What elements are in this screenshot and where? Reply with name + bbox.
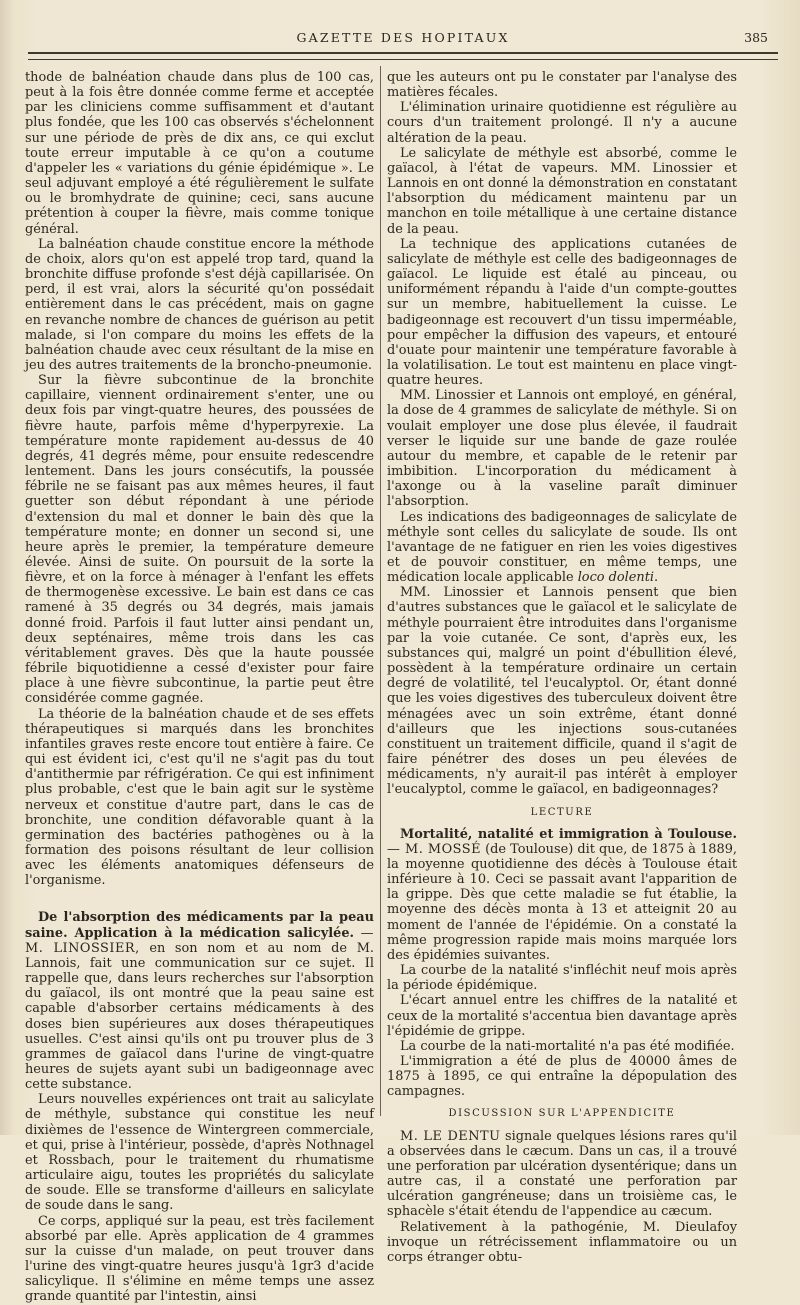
section-gap (25, 888, 374, 910)
section-author: — M. LINOSSIER, (25, 925, 374, 956)
paragraph: Sur la fièvre subcontinue de la bronchite capillaire, viennent ordinairement s'enter, une ou deux fois par vingt-quatre heures, des poussées de fièvre haute, parfois même d'hyperpyrexie. La température monte rapidement au-dessus de 40 degrés, 41 degrés même, pour ensuite redescendre lentement. Dans les jours consécutifs, la poussée fébrile ne se faisant pas aux mêmes heures, il faut guetter son début répondant à une période d'extension du mal et donner le bain dès que la température monte; en donner un second si, une heure après le premier, la température demeure élevée. Ainsi de suite. On poursuit de la sorte la fièvre, et on la force à ménager à l'enfant les effets de thermogenèse excessive. Le bain est dans ce cas ramené à 35 degrés ou 34 degrés, mais jamais donné froid. Parfois il faut lutter ainsi pendant un, deux septénaires, même trois dans les cas véritablement graves. Dès que la haute poussée fébrile biquotidienne a cessé d'exister pour faire place à une fièvre subcontinue, la partie peut être considérée comme gagnée. (25, 373, 374, 707)
paragraph: MM. Linossier et Lannois ont employé, en général, la dose de 4 grammes de salicylate de méthyle. Si on voulait employer une dose plus élevée, il faudrait verser le liquide sur une bande de gaze roulée autour du membre, et capable de le retenir par imbibition. L'incorporation du médicament à l'axonge ou à la vaseline paraît diminuer l'absorption. (387, 388, 737, 510)
italic-phrase: loco dolenti (577, 570, 655, 586)
paragraph: Le salicylate de méthyle est absorbé, comme le gaïacol, à l'état de vapeurs. MM. Linossier et Lannois en ont donné la démonstration en constatant l'absorption du médicament maintenu par un manchon en toile métallique à une certaine distance de la peau. (387, 145, 737, 237)
paragraph: La théorie de la balnéation chaude et de ses effets thérapeutiques si marqués dans les bronchites infantiles graves reste encore tout entière à faire. Ce qui est évident ici, c'est qu'il ne s'agit pas du tout d'antithermie par réfrigération. Ce qui est infiniment plus probable, c'est que le bain agit sur le système nerveux et constitue d'autre part, dans le cas de bronchite, une condition défavorable quant à la germination des bactéries pathogènes ou à la formation des poisons résultant de leur collision avec les éléments anatomiques défenseurs de l'organisme. (25, 706, 374, 889)
paragraph: L'élimination urinaire quotidienne est régulière au cours d'un traitement prolongé. Il n'y a aucune altération de la peau. (387, 100, 737, 146)
right-column (387, 70, 737, 1265)
section-heading-discussion: DISCUSSION SUR L'APPENDICITE (448, 1108, 676, 1120)
paragraph-text: signale quelques lésions rares qu'il a observées dans le cæcum. Dans un cas, il a trouvé une perforation par ulcération dysentérique; dans un autre cas, il a constaté une perforation par ulcération gangréneuse; dans un troisième cas, le sphacèle s'était étendu de l'appendice au cæcum. (387, 1128, 737, 1220)
left-column (25, 70, 374, 1305)
paragraph-text: Les indications des badigeonnages de salicylate de méthyle sont celles du salicylate de soude. Ils ont l'avantage de ne fatiguer en rien les voies digestives et de pouvoir constituer, en même temps, une médication locale applicable (387, 509, 737, 586)
section-title: De l'absorption des médicaments par la peau saine. Application à la médication salicylée. (25, 910, 374, 941)
paragraph: La courbe de la nati-mortalité n'a pas été modifiée. (400, 1038, 735, 1054)
paragraph: Leurs nouvelles expériences ont trait au salicylate de méthyle, substance qui constitue les neuf dixièmes de l'essence de Wintergreen commerciale, et qui, prise à l'intérieur, possède, d'après Nothnagel et Rossbach, pour le traitement du rhumatisme articulaire aigu, toutes les propriétés du salicylate de soude. Elle se transforme d'ailleurs en salicylate de soude dans le sang. (25, 1092, 374, 1214)
section-paragraph (387, 827, 737, 963)
header-rule (28, 52, 778, 60)
journal-title: GAZETTE DES HOPITAUX (296, 30, 510, 45)
section-paragraph (25, 910, 374, 1092)
section-heading-lecture: LECTURE (530, 806, 594, 818)
paragraph: L'immigration a été de plus de 40000 âmes de 1875 à 1895, ce qui entraîne la dépopulation des campagnes. (387, 1054, 737, 1100)
section-title: Mortalité, natalité et immigration à Toulouse. (400, 826, 737, 842)
paragraph-text: en son nom et au nom de M. Lannois, fait une communication sur ce sujet. Il rappelle que, dans leurs recherches sur l'absorption du gaïacol, ils ont montré que la peau saine est capable d'absorber certains médicaments à des doses bien supérieures aux doses thérapeutiques usuelles. C'est ainsi qu'ils ont pu trouver plus de 3 grammes de gaïacol dans l'urine de vingt-quatre heures de sujets ayant subi un badigeonnage avec cette substance. (25, 940, 374, 1093)
paragraph: Ce corps, appliqué sur la peau, est très facilement absorbé par elle. Après application de 4 grammes sur la cuisse d'un malade, on peut trouver dans l'urine des vingt-quatre heures jusqu'à 1gr3 d'acide salicylique. Il s'élimine en même temps une assez grande quantité par l'intestin, ainsi (25, 1213, 374, 1305)
page-header (30, 28, 776, 54)
page-number: 385 (744, 30, 768, 45)
paragraph: MM. Linossier et Lannois pensent que bien d'autres substances que le gaïacol et le salicylate de méthyle pourraient être introduites dans l'organisme par la voie cutanée. Ce sont, d'après eux, les substances qui, malgré un point d'ébullition élevé, possèdent à la température ordinaire un certain degré de volatilité, tel l'eucalyptol. Or, étant donné que les voies digestives des tuberculeux doivent être ménagées avec un soin extrême, étant donné d'ailleurs que les injections sous-cutanées constituent un traitement difficile, quand il s'agit de faire pénétrer des doses un peu élevées de médicaments, n'y aurait-il pas intérêt à employer l'eucalyptol, comme le gaïacol, en badigeonnages? (387, 585, 737, 798)
column-divider (380, 66, 381, 1116)
paragraph: que les auteurs ont pu le constater par l'analyse des matières fécales. (387, 70, 737, 101)
paragraph: La balnéation chaude constitue encore la méthode de choix, alors qu'on est appelé trop tard, quand la bronchite diffuse profonde s'est déjà capillarisée. On perd, il est vrai, alors la sécurité qu'on possédait entièrement dans le cas précédent, mais on gagne en revanche nombre de chances de guérison au petit malade, si l'on compare du moins les effets de la balnéation chaude avec ceux résultant de la mise en jeu des autres traitements de la broncho-pneumonie. (25, 236, 374, 373)
paragraph: thode de balnéation chaude dans plus de 100 cas, peut à la fois être donnée comme ferme et acceptée par les cliniciens comme suffisamment et d'autant plus fondée, que les 100 cas observés s'échelonnent sur une période de près de dix ans, ce qui exclut toute erreur imputable à ce qu'on a coutume d'appeler les « variations du génie épidémique ». Le seul adjuvant employé a été régulièrement le sulfate ou le bromhydrate de quinine; ceci, sans aucune prétention à couper la fièvre, mais comme tonique général. (25, 70, 374, 237)
section-author: — M. MOSSÉ (387, 841, 482, 857)
paragraph: La courbe de la natalité s'infléchit neuf mois après la période épidémique. (387, 963, 737, 994)
paragraph-text: (de Toulouse) dit que, de 1875 à 1889, la moyenne quotidienne des décès à Toulouse était inférieure à 10. Ceci se passait avant l'apparition de la grippe. Dès que cette maladie se fut établie, la moyenne des décès monta à 13 et atteignit 20 au moment de l'année de l'épidémie. On a constaté la même progression rapide mais moins marquée lors des épidémies suivantes. (387, 841, 737, 963)
paragraph-end: . (654, 570, 659, 586)
paragraph: Relativement à la pathogénie, M. Dieulafoy invoque un rétrécissement inflammatoire ou un corps étranger obtu- (387, 1219, 737, 1265)
section-author: M. LE DENTU (400, 1128, 501, 1144)
paragraph: La technique des applications cutanées de salicylate de méthyle est celle des badigeonnages de gaïacol. Le liquide est étalé au pinceau, ou uniformément répandu à l'aide d'un compte-gouttes sur un membre, habituellement la cuisse. Le badigeonnage est recouvert d'un tissu imperméable, pour empêcher la diffusion des vapeurs, et entouré d'ouate pour maintenir une température favorable à la volatilisation. Le tout est maintenu en place vingt-quatre heures. (387, 236, 737, 389)
section-paragraph (387, 1129, 737, 1220)
paragraph: L'écart annuel entre les chiffres de la natalité et ceux de la mortalité s'accentua bien davantage après l'épidémie de grippe. (387, 993, 737, 1039)
paragraph (387, 510, 737, 586)
